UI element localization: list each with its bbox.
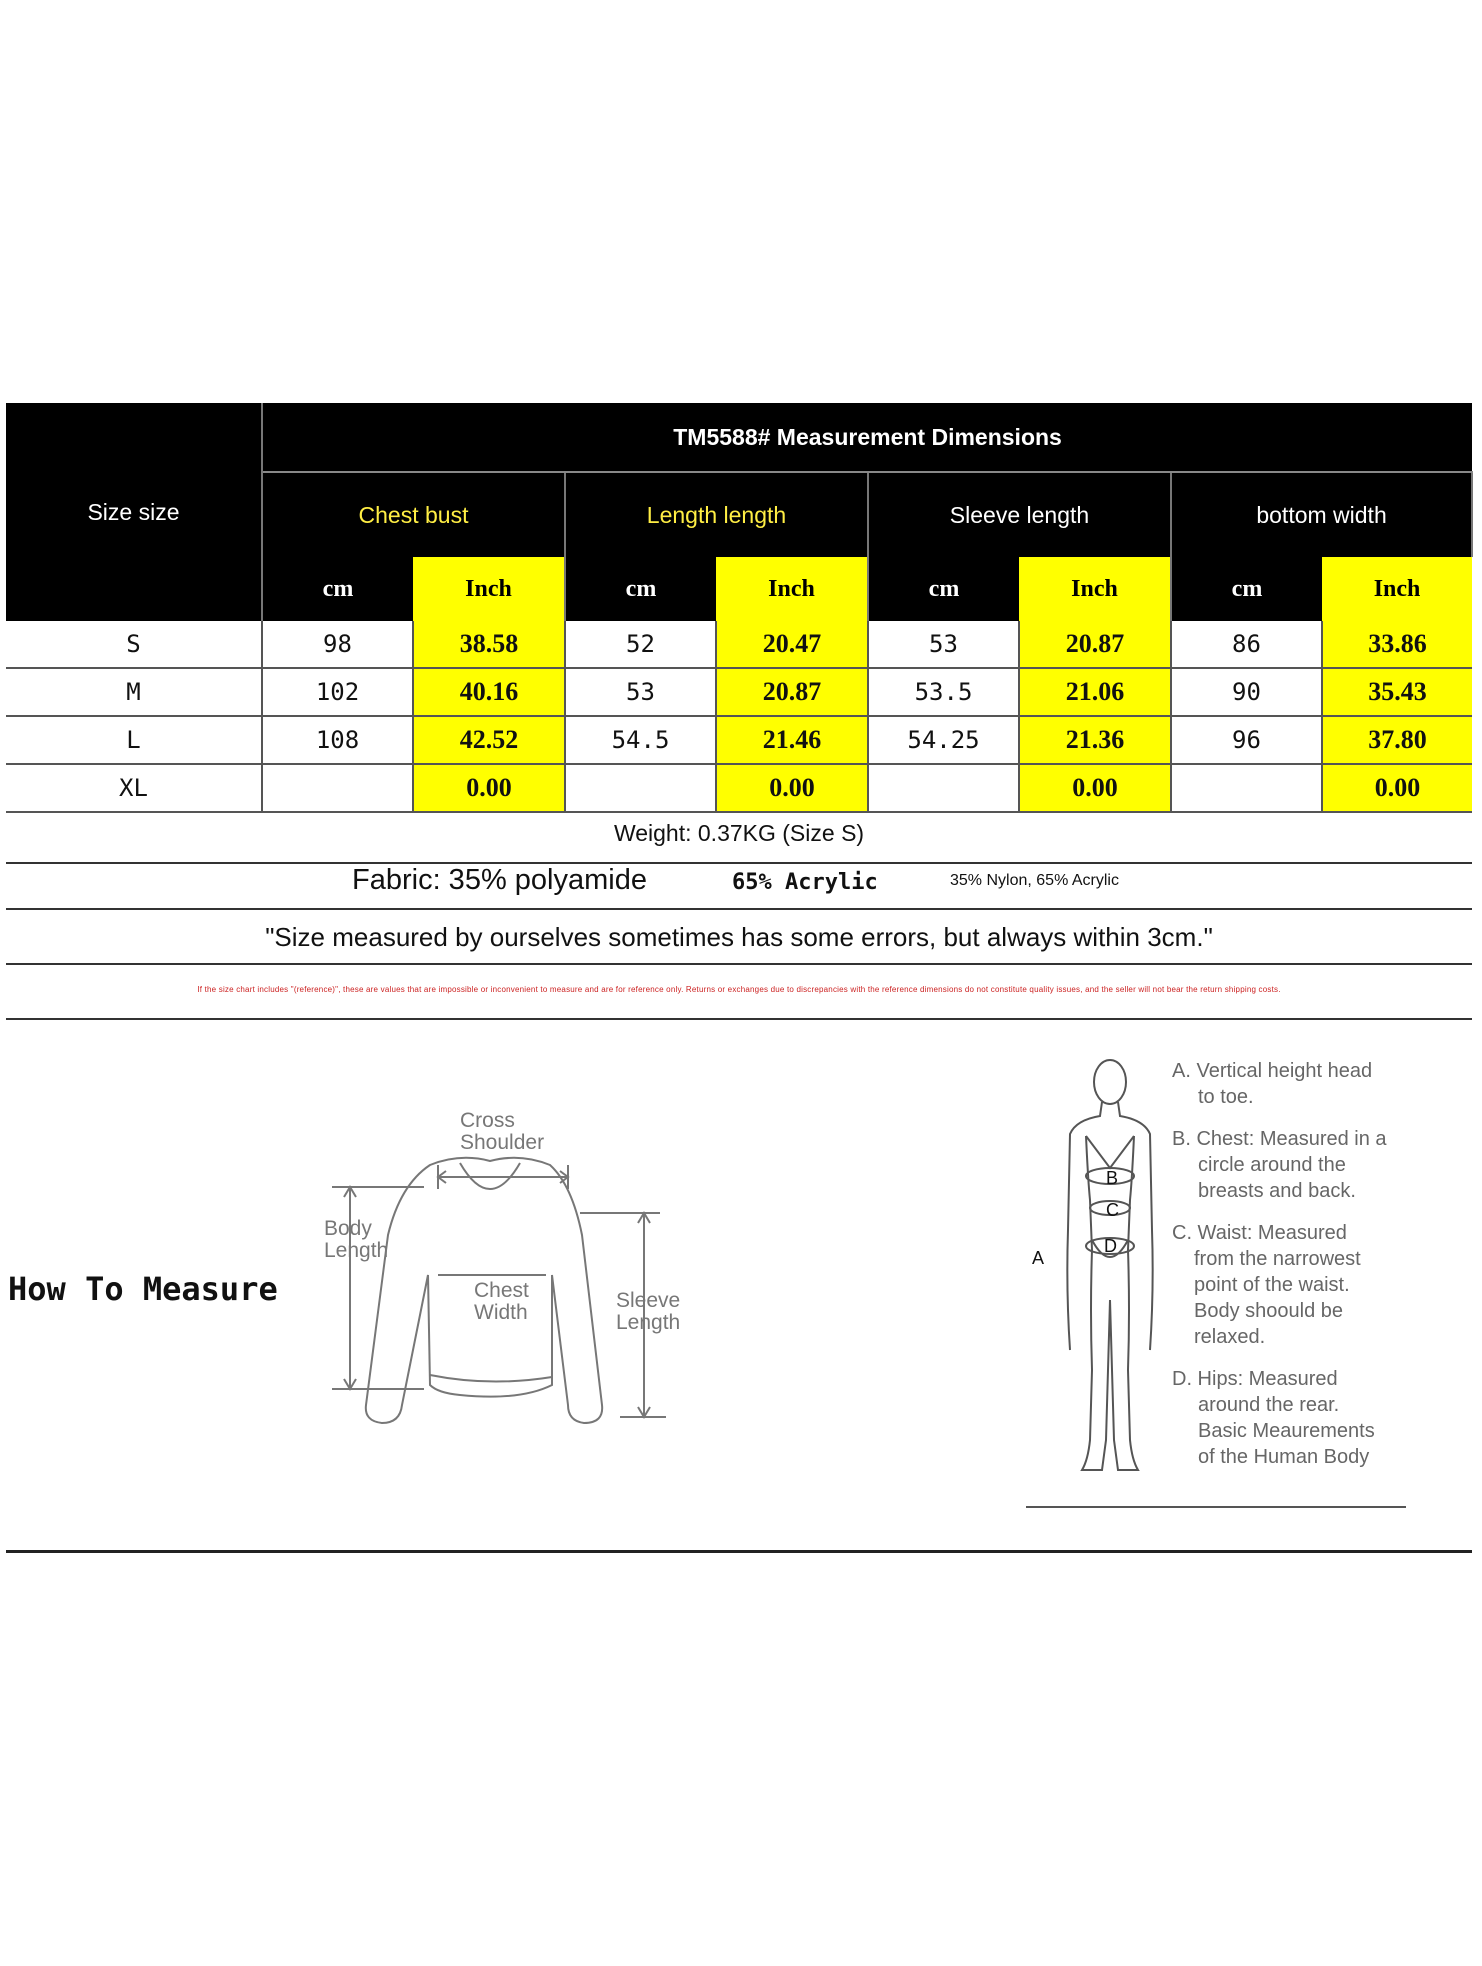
unit-inch: Inch: [413, 557, 565, 621]
list-item-line: relaxed.: [1194, 1326, 1266, 1348]
cross-shoulder-label: Cross: [460, 1109, 515, 1132]
divider: [6, 862, 1472, 864]
sleeve-inch-cell: 20.87: [1019, 621, 1171, 668]
fabric-small-text: 35% Nylon, 65% Acrylic: [950, 872, 1119, 889]
length-inch-cell: 20.87: [716, 668, 868, 716]
length-inch-cell: 21.46: [716, 716, 868, 764]
sleeve-length-label: Length: [616, 1311, 681, 1334]
chest-inch-cell: 0.00: [413, 764, 565, 812]
list-item-line: of the Human Body: [1198, 1446, 1370, 1468]
chest-width-label: Chest: [474, 1279, 529, 1302]
group-header-sleeve: Sleeve length: [868, 472, 1171, 557]
divider: [6, 1550, 1472, 1553]
fabric-second-text: 65% Acrylic: [732, 870, 878, 895]
bottom-cm-cell: 90: [1171, 668, 1322, 716]
list-item-line: breasts and back.: [1198, 1180, 1356, 1202]
length-cm-cell: [565, 764, 716, 812]
sleeve-cm-cell: [868, 764, 1019, 812]
fabric-main-text: Fabric: 35% polyamide: [352, 864, 647, 896]
sleeve-cm-cell: 54.25: [868, 716, 1019, 764]
size-header: Size size: [6, 403, 262, 621]
measurement-note: "Size measured by ourselves sometimes has some errors, but always within 3cm.": [265, 922, 1213, 952]
bottom-cm-cell: [1171, 764, 1322, 812]
size-cell: XL: [6, 764, 262, 812]
chest-cm-cell: [262, 764, 413, 812]
size-cell: L: [6, 716, 262, 764]
list-item-line: A. Vertical height head: [1172, 1060, 1373, 1082]
list-item-line: C. Waist: Measured: [1172, 1222, 1347, 1244]
marker-d: D: [1104, 1236, 1117, 1256]
cross-shoulder-label: Shoulder: [460, 1131, 545, 1154]
sleeve-inch-cell: 21.36: [1019, 716, 1171, 764]
divider: [1026, 1506, 1406, 1508]
how-to-measure-title: How To Measure: [8, 1270, 278, 1308]
unit-cm: cm: [868, 557, 1019, 621]
list-item: [1172, 1366, 1432, 1470]
size-table: [6, 403, 1473, 813]
chest-cm-cell: 108: [262, 716, 413, 764]
body-figure-diagram: [1030, 1050, 1180, 1490]
bottom-inch-cell: 33.86: [1322, 621, 1472, 668]
list-item-line: circle around the: [1198, 1154, 1346, 1176]
list-item-line: point of the waist.: [1194, 1274, 1350, 1296]
unit-cm: cm: [1171, 557, 1322, 621]
length-cm-cell: 54.5: [565, 716, 716, 764]
divider: [6, 1018, 1472, 1020]
length-cm-cell: 52: [565, 621, 716, 668]
list-item: [1172, 1058, 1432, 1110]
body-measurement-list: [1172, 1058, 1432, 1486]
unit-inch: Inch: [1322, 557, 1472, 621]
weight-text: Weight: 0.37KG (Size S): [613, 820, 865, 846]
bottom-inch-cell: 35.43: [1322, 668, 1472, 716]
chest-cm-cell: 98: [262, 621, 413, 668]
bottom-inch-cell: 0.00: [1322, 764, 1472, 812]
sleeve-inch-cell: 0.00: [1019, 764, 1171, 812]
chest-cm-cell: 102: [262, 668, 413, 716]
chest-inch-cell: 40.16: [413, 668, 565, 716]
table-row: [6, 716, 1472, 764]
unit-inch: Inch: [716, 557, 868, 621]
chest-inch-cell: 38.58: [413, 621, 565, 668]
marker-b: B: [1106, 1168, 1119, 1188]
disclaimer-text: If the size chart includes "(reference)", these are values that are impossible or inconvenient to measure and are for reference only. Returns or exchanges due to discrepancies with the reference dimensions do not constitute quality issues, and the seller will not bear the return shipping costs.: [197, 985, 1281, 994]
bottom-inch-cell: 37.80: [1322, 716, 1472, 764]
divider: [6, 963, 1472, 965]
list-item-line: D. Hips: Measured: [1172, 1368, 1338, 1390]
group-header-chest: Chest bust: [262, 472, 565, 557]
group-header-length: Length length: [565, 472, 868, 557]
list-item-line: B. Chest: Measured in a: [1172, 1128, 1387, 1150]
marker-c: C: [1106, 1200, 1119, 1220]
list-item-line: Body shoould be: [1194, 1300, 1344, 1322]
list-item-line: Basic Meaurements: [1198, 1420, 1375, 1442]
table-row: [6, 621, 1472, 668]
list-item: [1172, 1126, 1432, 1204]
group-header-bottom: bottom width: [1171, 472, 1472, 557]
length-inch-cell: 20.47: [716, 621, 868, 668]
length-inch-cell: 0.00: [716, 764, 868, 812]
chest-inch-cell: 42.52: [413, 716, 565, 764]
list-item-line: around the rear.: [1198, 1394, 1340, 1416]
list-item-line: to toe.: [1198, 1086, 1254, 1108]
table-row: [6, 668, 1472, 716]
sweater-diagram: [320, 1105, 700, 1445]
bottom-cm-cell: 86: [1171, 621, 1322, 668]
sleeve-cm-cell: 53.5: [868, 668, 1019, 716]
table-row: [6, 764, 1472, 812]
divider: [6, 908, 1472, 910]
unit-cm: cm: [262, 557, 413, 621]
size-cell: M: [6, 668, 262, 716]
chest-width-label: Width: [474, 1301, 528, 1324]
table-title: TM5588# Measurement Dimensions: [262, 403, 1472, 472]
size-cell: S: [6, 621, 262, 668]
sleeve-cm-cell: 53: [868, 621, 1019, 668]
sleeve-inch-cell: 21.06: [1019, 668, 1171, 716]
marker-a: A: [1032, 1248, 1045, 1268]
unit-cm: cm: [565, 557, 716, 621]
bottom-cm-cell: 96: [1171, 716, 1322, 764]
list-item: [1172, 1220, 1432, 1350]
unit-inch: Inch: [1019, 557, 1171, 621]
list-item-line: from the narrowest: [1194, 1248, 1361, 1270]
sleeve-length-label: Sleeve: [616, 1289, 681, 1312]
body-length-label: Body: [324, 1217, 372, 1240]
length-cm-cell: 53: [565, 668, 716, 716]
body-length-label: Length: [324, 1239, 389, 1262]
